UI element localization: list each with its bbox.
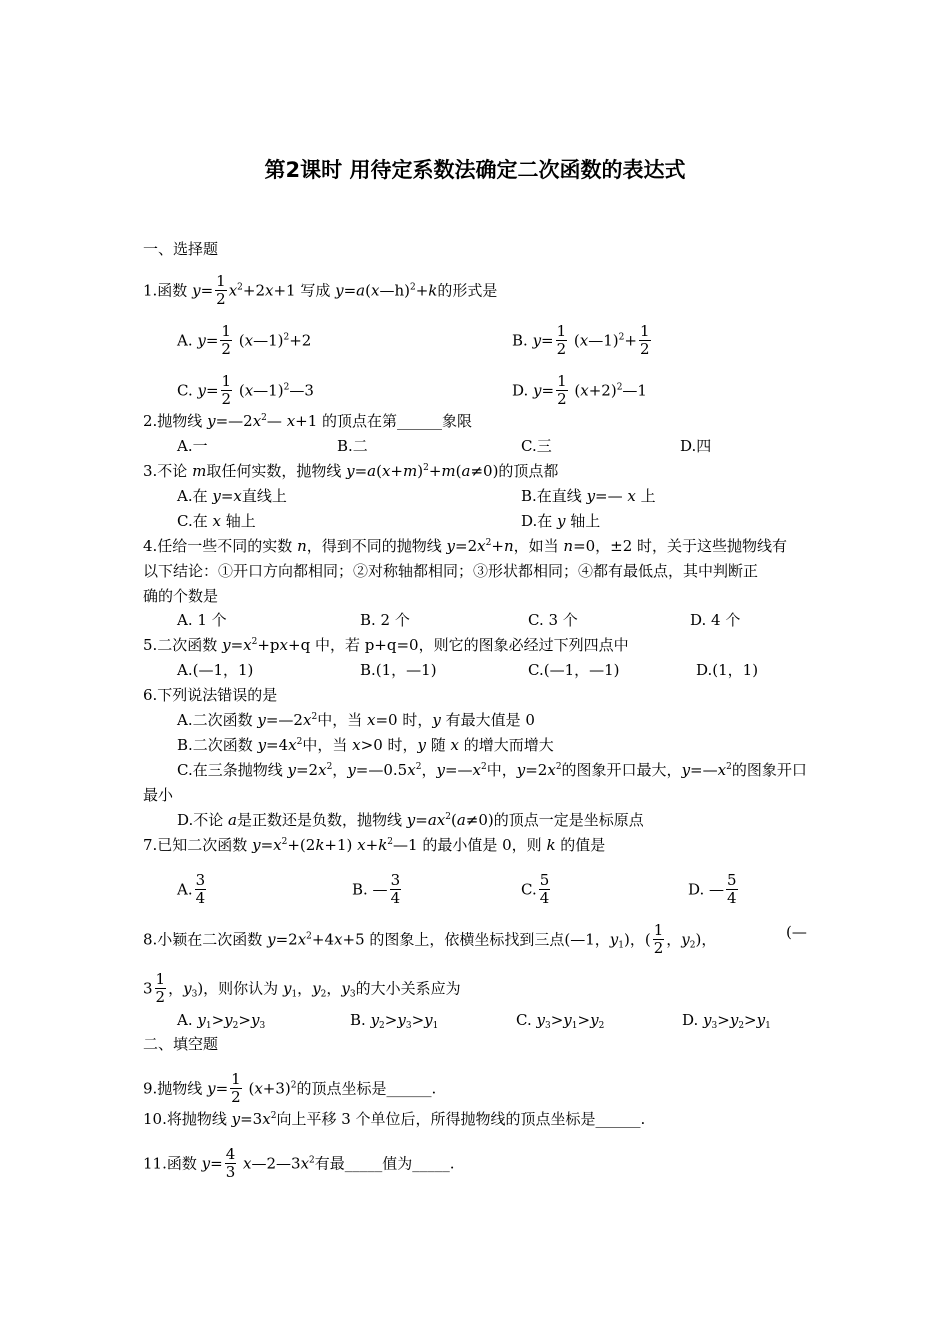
question-7-stem: 7.已知二次函数 $y=x^2+(2k+1)$ $x+k^2—1$ 的最小值是 0，则 k 的值是 [143,836,606,854]
question-8-stem-line-1: 8.小颖在二次函数 $y=2x^2+4x+5$ 的图象上，依横坐标找到三点(—1，$y_1$)，( $\frac{1}{2}$ ，$y_2$)， [143,921,717,957]
fraction: $\frac{1}{2}$ [216,272,226,308]
question-4-stem-line-1: 4.任给一些不同的实数 n，得到不同的抛物线 $y=2x^2+n$，如当 n=0，±2 时，关于这些抛物线有 [143,537,788,555]
fraction: $\frac{1}{2}$ [155,970,166,1006]
question-3-option-d[interactable]: D.在 y 轴上 [521,512,601,530]
question-4-option-d[interactable]: D. 4 个 [690,611,741,629]
fraction: $\frac{5}{4}$ [539,871,550,907]
question-8-option-b[interactable]: B. $y_2>y_3>y_1$ [350,1011,439,1031]
question-5-option-d[interactable]: D.(1，1) [696,661,759,679]
question-4-stem-line-2: 以下结论：①开口方向都相同；②对称轴都相同；③形状都相同；④都有最低点，其中判断正 [143,562,759,580]
question-6-option-c[interactable]: C.在三条抛物线 $y=2x^2$，$y=—0.5x^2$，$y=—x^2$中，$y=2x^2$的图象开口最大，$y=—x^2$的图象开口 [177,761,807,779]
question-6-option-c-continued: 最小 [143,786,174,804]
question-2-stem: 2.抛物线 $y=—2x^2—$ x+1 的顶点在第______象限 [143,412,473,430]
question-9: 9.抛物线 y= $\frac{1}{2}$ $(x+3)^2$的顶点坐标是______. [143,1070,437,1106]
question-7-option-b[interactable]: B. — $\frac{3}{4}$ [352,871,401,907]
fraction: $\frac{1}{2}$ [231,1070,241,1106]
fraction: $\frac{1}{2}$ [639,322,650,358]
question-4-option-b[interactable]: B. 2 个 [360,611,410,629]
question-1-option-d[interactable]: D. y= $\frac{1}{2}$ $(x+2)^2—1$ [512,372,647,408]
question-5-option-b[interactable]: B.(1，—1) [360,661,437,679]
question-6-option-a[interactable]: A.二次函数 $y=—2x^2$中，当 x=0 时，y 有最大值是 0 [177,711,535,729]
question-1-option-c[interactable]: C. y= $\frac{1}{2}$ (x—1)$^2$—3 [177,372,314,408]
question-5-option-c[interactable]: C.(—1，—1) [528,661,620,679]
question-6-option-d[interactable]: D.不论 a是正数还是负数，抛物线 $y=ax^2(a\ne 0)$的顶点一定是坐标原点 [177,811,644,829]
question-2-option-a[interactable]: A.一 [177,437,208,455]
fraction: $\frac{3}{4}$ [390,871,401,907]
question-4-option-a[interactable]: A. 1 个 [177,611,227,629]
question-7-option-c[interactable]: C. $\frac{5}{4}$ [521,871,550,907]
fraction: $\frac{1}{2}$ [221,372,232,408]
question-8-stem-paren: (— [786,923,807,941]
question-2-option-b[interactable]: B.二 [337,437,368,455]
page-title: 第2课时 用待定系数法确定二次函数的表达式 [264,158,686,182]
question-7-option-d[interactable]: D. — $\frac{5}{4}$ [688,871,737,907]
question-11: 11.函数 y= $\frac{4}{3}$ $x—2—3x^2$有最_____值为_____. [143,1145,455,1181]
question-3-option-a[interactable]: A.在 y=x直线上 [177,487,287,505]
fraction: $\frac{5}{4}$ [727,871,737,907]
fraction: $\frac{1}{2}$ [556,322,567,358]
fraction: $\frac{4}{3}$ [225,1145,236,1181]
question-5-option-a[interactable]: A.(—1，1) [177,661,254,679]
fraction: $\frac{1}{2}$ [653,921,664,957]
question-1-option-b[interactable]: B. y= $\frac{1}{2}$ (x—1)$^2$+ $\frac{1}{2}$ [512,322,650,358]
question-8-option-c[interactable]: C. $y_3>y_1>y_2$ [516,1011,605,1031]
question-2-option-c[interactable]: C.三 [521,437,552,455]
fraction: $\frac{1}{2}$ [557,372,567,408]
question-4-stem-line-3: 确的个数是 [143,587,219,605]
question-1-option-a[interactable]: A. y= $\frac{1}{2}$ (x—1)$^2$+2 [177,322,312,358]
question-8-option-a[interactable]: A. $y_1>y_2>y_3$ [177,1011,266,1031]
question-1-stem: 1.函数 y= $\frac{1}{2}$ $x^2+2x+1$ 写成 y=a(x—h)$^2$+k的形式是 [143,272,498,308]
question-3-stem: 3.不论 m取任何实数，抛物线 $y=a(x+m)^2+m(a\ne 0)$的顶点都 [143,462,559,480]
question-3-option-b[interactable]: B.在直线 y=— x 上 [521,487,656,505]
fraction: $\frac{1}{2}$ [221,322,231,358]
question-6-stem: 6.下列说法错误的是 [143,686,278,704]
section-heading-choice: 一、选择题 [143,240,219,258]
question-3-option-c[interactable]: C.在 x 轴上 [177,512,256,530]
question-4-option-c[interactable]: C. 3 个 [528,611,578,629]
fraction: $\frac{3}{4}$ [195,871,206,907]
section-heading-fill: 二、填空题 [143,1035,219,1053]
question-7-option-a[interactable]: A. $\frac{3}{4}$ [177,871,206,907]
question-6-option-b[interactable]: B.二次函数 $y=4x^2$中，当 x>0 时，y 随 x 的增大而增大 [177,736,554,754]
question-8-stem-line-2: 3 $\frac{1}{2}$ ，$y_3$)，则你认为 $y_1$，$y_2$，$y_3$的大小关系应为 [143,970,461,1006]
question-2-option-d[interactable]: D.四 [680,437,712,455]
question-10: 10.将抛物线 $y=3x^2$向上平移 3 个单位后，所得抛物线的顶点坐标是______. [143,1110,646,1128]
question-5-stem: 5.二次函数 $y=x^2+px+q$ 中，若 p+q=0，则它的图象必经过下列四点中 [143,636,629,654]
question-8-option-d[interactable]: D. $y_3>y_2>y_1$ [682,1011,771,1031]
